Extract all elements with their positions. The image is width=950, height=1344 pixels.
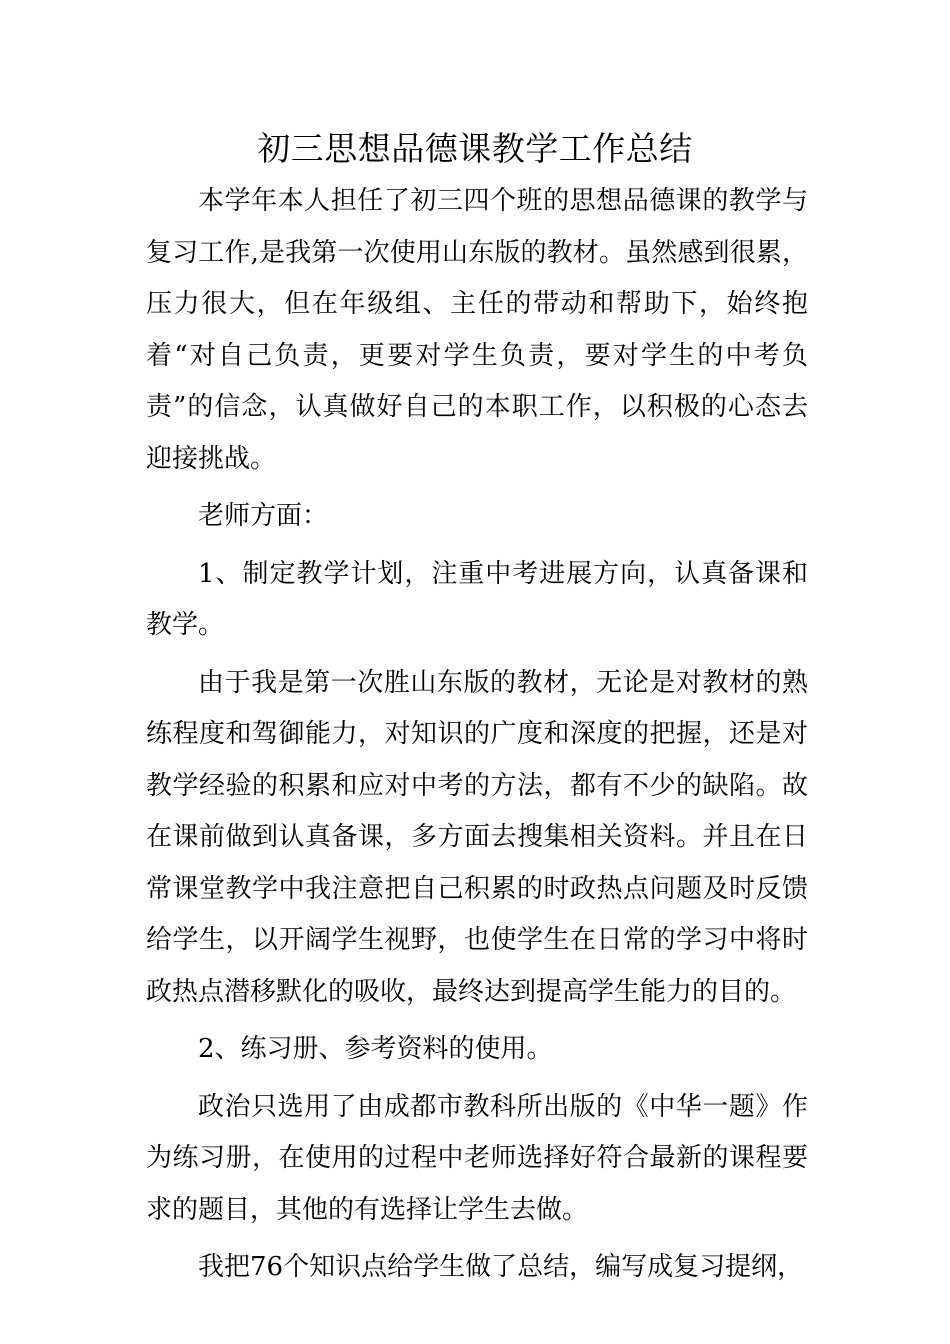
paragraph-section-2-heading: 2、练习册、参考资料的使用。 xyxy=(198,1034,553,1064)
document-title: 初三思想品德课教学工作总结 xyxy=(257,129,693,168)
paragraph-section-2-body: 政治只选用了由成都市教科所出版的《中华一题》作为练习册，在使用的过程中老师选择好符合最新的课程要求的题目，其他的有选择让学生去做。 xyxy=(146,1091,808,1225)
paragraph-intro: 本学年本人担任了初三四个班的思想品德课的教学与复习工作,是我第一次使用山东版的教材。虽然感到很累，压力很大，但在年级组、主任的带动和帮助下，始终抱着“对自己负责，更要对学生负责，要对学生的中考负责”的信念，认真做好自己的本职工作，以积极的心态去迎接挑战。 xyxy=(146,186,808,474)
paragraph-summary: 我把76个知识点给学生做了总结，编写成复习提纲， xyxy=(198,1252,804,1282)
paragraph-teacher-heading: 老师方面： xyxy=(198,501,329,531)
paragraph-section-1-body: 由于我是第一次胜山东版的教材，无论是对教材的熟练程度和驾御能力，对知识的广度和深度的把握，还是对教学经验的积累和应对中考的方法，都有不少的缺陷。故在课前做到认真备课，多方面去搜集相关资料。并且在日常课堂教学中我注意把自己积累的时政热点问题及时反馈给学生，以开阔学生视野，也使学生在日常的学习中将时政热点潜移默化的吸收，最终达到提高学生能力的目的。 xyxy=(146,667,808,1007)
document-body xyxy=(146,176,808,1294)
paragraph-section-1-heading: 1、制定教学计划，注重中考进展方向，认真备课和教学。 xyxy=(146,558,808,640)
